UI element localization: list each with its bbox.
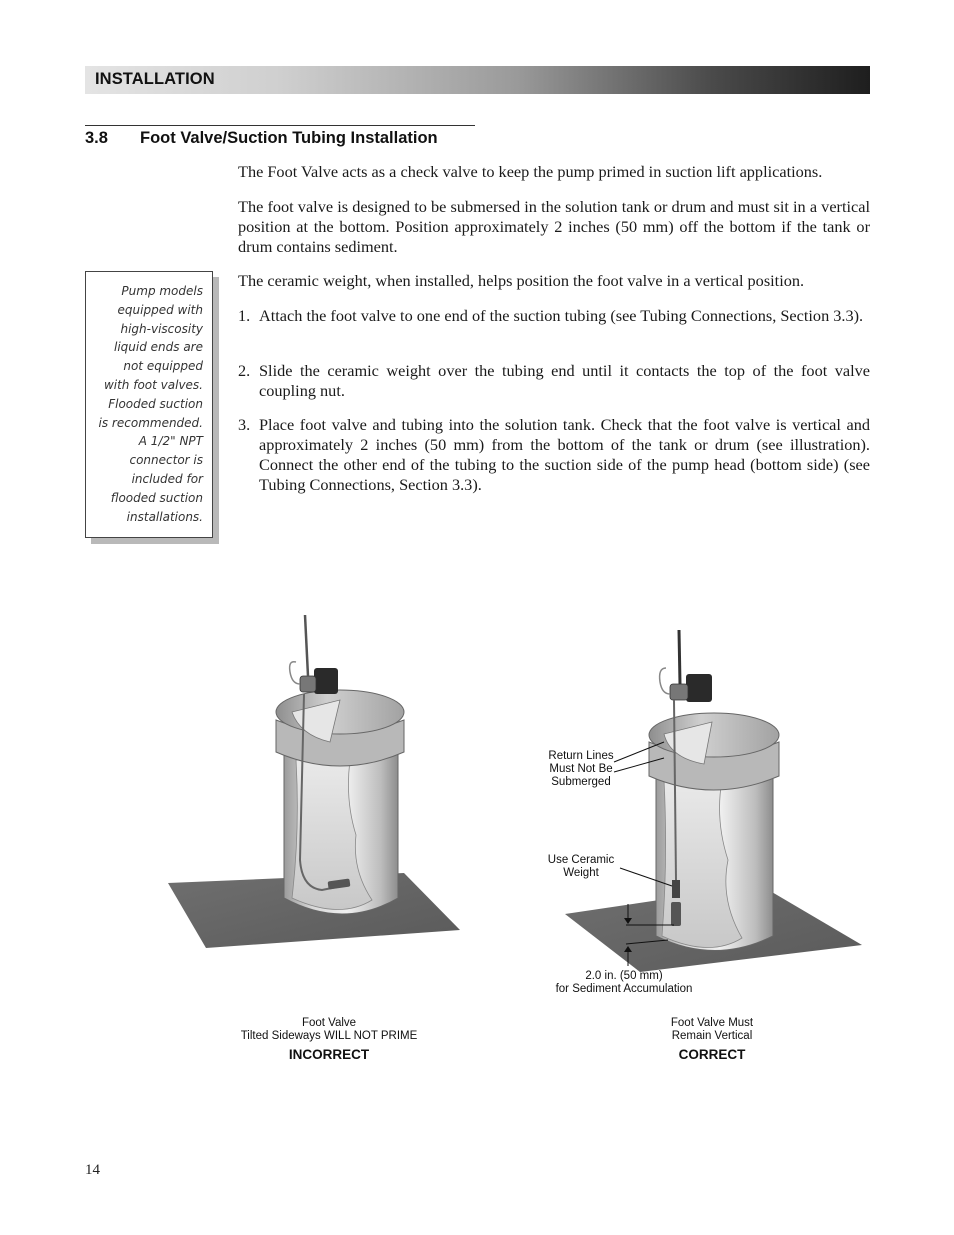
- paragraph-3: The ceramic weight, when installed, helps position the foot valve in a vertical position.: [238, 271, 805, 290]
- label-sediment-distance: 2.0 in. (50 mm) for Sediment Accumulation: [555, 970, 693, 995]
- discharge-tube: [305, 615, 308, 676]
- step-number: 2.: [238, 361, 251, 380]
- discharge-tube: [679, 630, 680, 684]
- step-text: Place foot valve and tubing into the solution tank. Check that the foot valve is vertical and approximately 2 inches (50 mm) from the bottom of the tank or drum (see illustration). Connect the other end of the tubing to the suction side of the pump head (bottom side) (see Tubing Connections, Section 3.3).: [259, 415, 870, 494]
- sidebar-note-text: Pump models equipped with high-viscosity liquid ends are not equipped with foot valves. Flooded suction is recommended. A 1/2" NPT connector is included for flooded suction installations.: [98, 284, 203, 524]
- foot-valve-vertical: [671, 902, 681, 926]
- correct-tank-drawing: [565, 630, 862, 972]
- step-text: Slide the ceramic weight over the tubing end until it contacts the top of the foot valve coupling nut.: [259, 361, 870, 400]
- caption-incorrect: Foot Valve Tilted Sideways WILL NOT PRIME: [240, 1017, 418, 1042]
- return-line: [290, 662, 300, 684]
- return-line: [660, 668, 670, 694]
- caption-correct: Foot Valve Must Remain Vertical: [670, 1017, 754, 1042]
- pump-head: [300, 676, 316, 692]
- page-number: 14: [85, 1162, 100, 1178]
- pump-body: [314, 668, 338, 694]
- section-title: Foot Valve/Suction Tubing Installation: [140, 129, 438, 147]
- ceramic-weight: [672, 880, 680, 898]
- verdict-incorrect: INCORRECT: [288, 1047, 370, 1062]
- verdict-correct: CORRECT: [678, 1047, 746, 1062]
- banner-title: INSTALLATION: [95, 70, 215, 88]
- step-number: 1.: [238, 306, 251, 325]
- step-text: Attach the foot valve to one end of the suction tubing (see Tubing Connections, Section 3.3).: [259, 306, 864, 325]
- step-number: 3.: [238, 415, 251, 434]
- section-number: 3.8: [85, 129, 108, 147]
- pump-head: [670, 684, 688, 700]
- label-ceramic-weight: Use Ceramic Weight: [547, 854, 615, 879]
- incorrect-tank-drawing: [168, 615, 460, 948]
- pump-body: [686, 674, 712, 702]
- label-return-lines: Return Lines Must Not Be Submerged: [548, 750, 614, 788]
- paragraph-2: The foot valve is designed to be submersed in the solution tank or drum and must sit in a vertical position at the bottom. Position approximately 2 inches (50 mm) off the bottom if the tank or drum contains sediment.: [238, 197, 870, 256]
- paragraph-1: The Foot Valve acts as a check valve to keep the pump primed in suction lift applications.: [238, 162, 823, 181]
